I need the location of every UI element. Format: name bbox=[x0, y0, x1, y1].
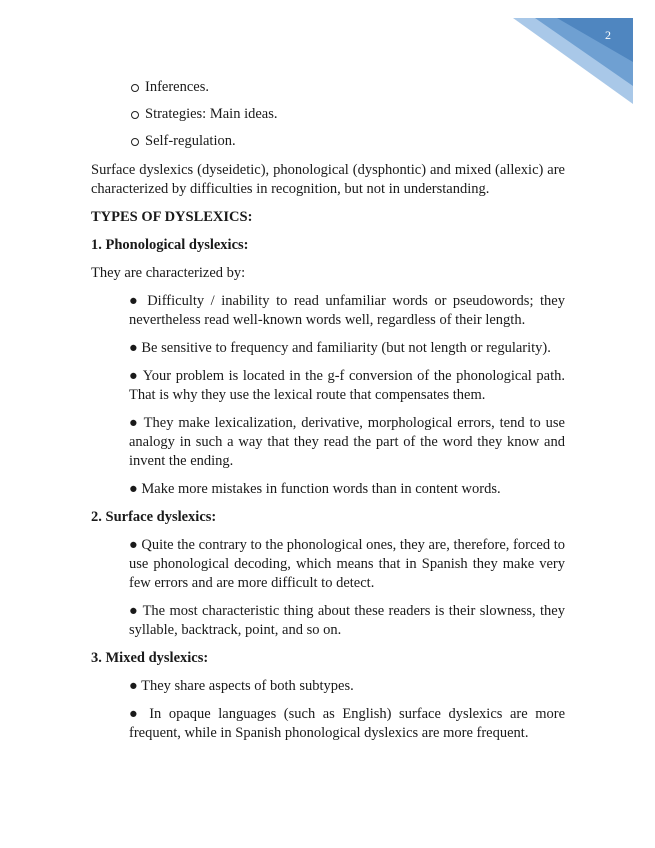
types-heading: TYPES OF DYSLEXICS: bbox=[91, 209, 253, 225]
bullet-item: ● The most characteristic thing about these readers is their slowness, they syllable, backtrack, point, and so on. bbox=[129, 603, 565, 638]
document-body bbox=[91, 74, 565, 743]
bullet-item: ● Quite the contrary to the phonological ones, they are, therefore, forced to use phonological decoding, which means that in Spanish they make very few errors and are more difficult to detect. bbox=[129, 537, 565, 591]
section-heading-surface: 2. Surface dyslexics: bbox=[91, 509, 217, 525]
section-heading-phonological: 1. Phonological dyslexics: bbox=[91, 237, 249, 253]
list-item-text: Strategies: Main ideas. bbox=[145, 106, 278, 122]
intro-paragraph: Surface dyslexics (dyseidetic), phonological (dysphontic) and mixed (allexic) are characterized by difficulties in recognition, but not in understanding. bbox=[91, 162, 565, 197]
section-intro: They are characterized by: bbox=[91, 265, 246, 281]
page-number: 2 bbox=[605, 28, 611, 42]
circle-bullet-icon bbox=[131, 138, 139, 146]
section-heading-mixed: 3. Mixed dyslexics: bbox=[91, 650, 209, 666]
list-item bbox=[131, 128, 565, 155]
list-item-text: Self-regulation. bbox=[145, 133, 236, 149]
circle-bullet-icon bbox=[131, 111, 139, 119]
bullet-item: ● Make more mistakes in function words than in content words. bbox=[129, 481, 501, 497]
bullet-item: ● They share aspects of both subtypes. bbox=[129, 678, 354, 694]
list-item bbox=[131, 74, 565, 101]
bullet-item: ● Your problem is located in the g-f conversion of the phonological path. That is why they use the lexical route that compensates them. bbox=[129, 368, 565, 403]
bullet-item: ● Be sensitive to frequency and familiarity (but not length or regularity). bbox=[129, 340, 551, 356]
list-item bbox=[131, 101, 565, 128]
bullet-item: ● Difficulty / inability to read unfamiliar words or pseudowords; they nevertheless read well-known words well, regardless of their length. bbox=[129, 293, 565, 328]
list-item-text: Inferences. bbox=[145, 79, 209, 95]
circle-bullet-icon bbox=[131, 84, 139, 92]
bullet-item: ● In opaque languages (such as English) surface dyslexics are more frequent, while in Spanish phonological dyslexics are more frequent. bbox=[129, 706, 565, 741]
bullet-item: ● They make lexicalization, derivative, morphological errors, tend to use analogy in such a way that they read the part of the word they know and invent the ending. bbox=[129, 415, 565, 469]
